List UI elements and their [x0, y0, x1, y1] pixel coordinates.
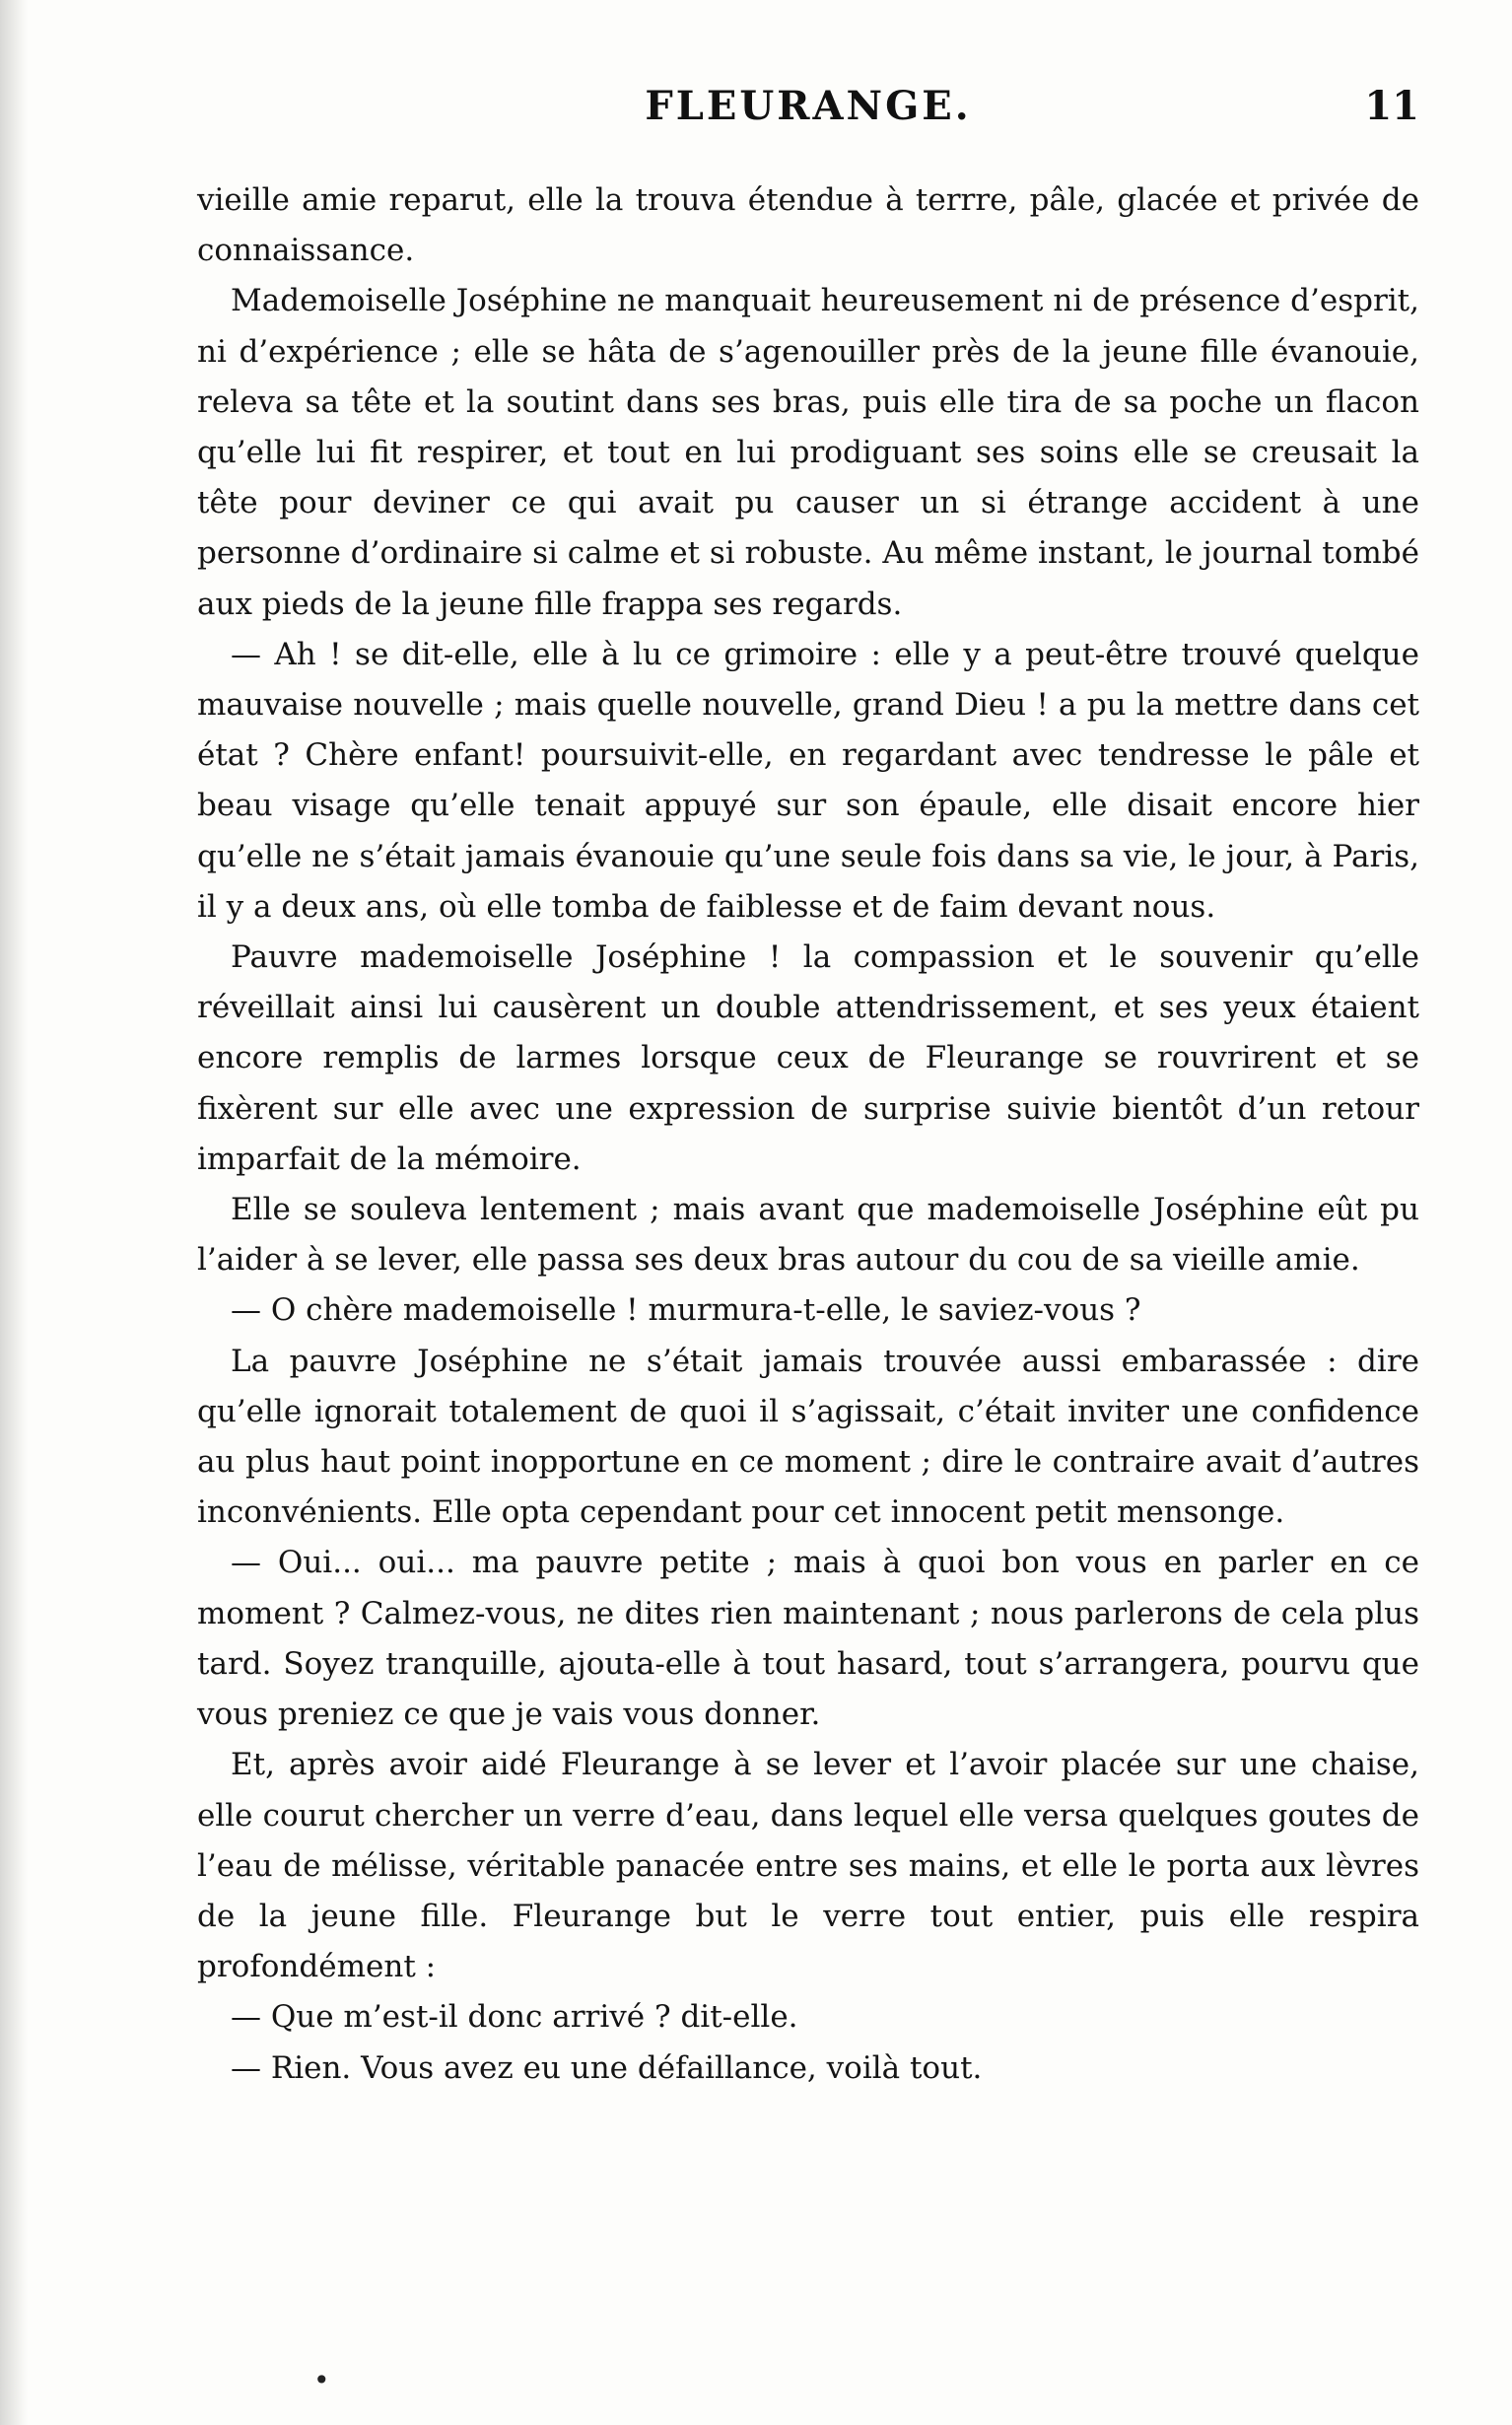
running-title: FLEURANGE.	[645, 83, 972, 129]
paragraph: — Oui... oui... ma pauvre petite ; mais à quoi bon vous en parler en ce moment ? Calmez-vous, ne dites rien maintenant ; nous parlerons de cela plus tard. Soyez tranquille, ajouta-elle à tout hasard, tout s’arrangera, pourvu que vous preniez ce que je vais vous donner.	[197, 1545, 1419, 1733]
footer-mark: •	[313, 2364, 330, 2396]
page-number: 11	[1364, 83, 1419, 129]
paragraph: Pauvre mademoiselle Joséphine ! la compassion et le souvenir qu’elle réveillait ainsi lui causèrent un double attendrissement, et ses yeux étaient encore remplis de larmes lorsque ceux de Fleurange se rouvrirent et se fixèrent sur elle avec une expression de surprise suivie bientôt d’un retour imparfait de la mémoire.	[197, 939, 1419, 1177]
paragraph: Elle se souleva lentement ; mais avant que mademoiselle Joséphine eût pu l’aider à se lever, elle passa ses deux bras autour du cou de sa vieille amie.	[197, 1192, 1419, 1279]
paragraph: Mademoiselle Joséphine ne manquait heureusement ni de présence d’esprit, ni d’expérience ; elle se hâta de s’agenouiller près de la jeune fille évanouie, releva sa tête et la soutint dans ses bras, puis elle tira de sa poche un flacon qu’elle lui fit respirer, et tout en lui prodiguant ses soins elle se creusait la tête pour deviner ce qui avait pu causer un si étrange accident à une personne d’ordinaire si calme et si robuste. Au même instant, le journal tombé aux pieds de la jeune fille frappa ses regards.	[197, 283, 1419, 622]
paragraph: — Ah ! se dit-elle, elle à lu ce grimoire : elle y a peut-être trouvé quelque mauvaise nouvelle ; mais quelle nouvelle, grand Dieu ! a pu la mettre dans cet état ? Chère enfant! poursuivit-elle, en regardant avec tendresse le pâle et beau visage qu’elle tenait appuyé sur son épaule, elle disait encore hier qu’elle ne s’était jamais évanouie qu’une seule fois dans sa vie, le jour, à Paris, il y a deux ans, où elle tomba de faiblesse et de faim devant nous.	[197, 636, 1419, 925]
paragraph: — O chère mademoiselle ! murmura-t-elle, le saviez-vous ?	[231, 1292, 1141, 1329]
paragraph: Et, après avoir aidé Fleurange à se lever et l’avoir placée sur une chaise, elle courut chercher un verre d’eau, dans lequel elle versa quelques goutes de l’eau de mélisse, véritable panacée entre ses mains, et elle le porta aux lèvres de la jeune fille. Fleurange but le verre tout entier, puis elle respira profondément :	[197, 1747, 1419, 1985]
page-header	[197, 83, 1419, 142]
page-binding-edge	[0, 0, 28, 2425]
paragraph: La pauvre Joséphine ne s’était jamais trouvée aussi embarassée : dire qu’elle ignorait totalement de quoi il s’agissait, c’était inviter une confidence au plus haut point inopportune en ce moment ; dire le contraire avait d’autres inconvénients. Elle opta cependant pour cet innocent petit mensonge.	[197, 1343, 1419, 1531]
paragraph: vieille amie reparut, elle la trouva étendue à terrre, pâle, glacée et privée de connaissance.	[197, 182, 1419, 269]
paragraph: — Rien. Vous avez eu une défaillance, voilà tout.	[231, 2049, 983, 2086]
paragraph: — Que m’est-il donc arrivé ? dit-elle.	[231, 1999, 798, 2036]
body-text	[197, 175, 1419, 2094]
